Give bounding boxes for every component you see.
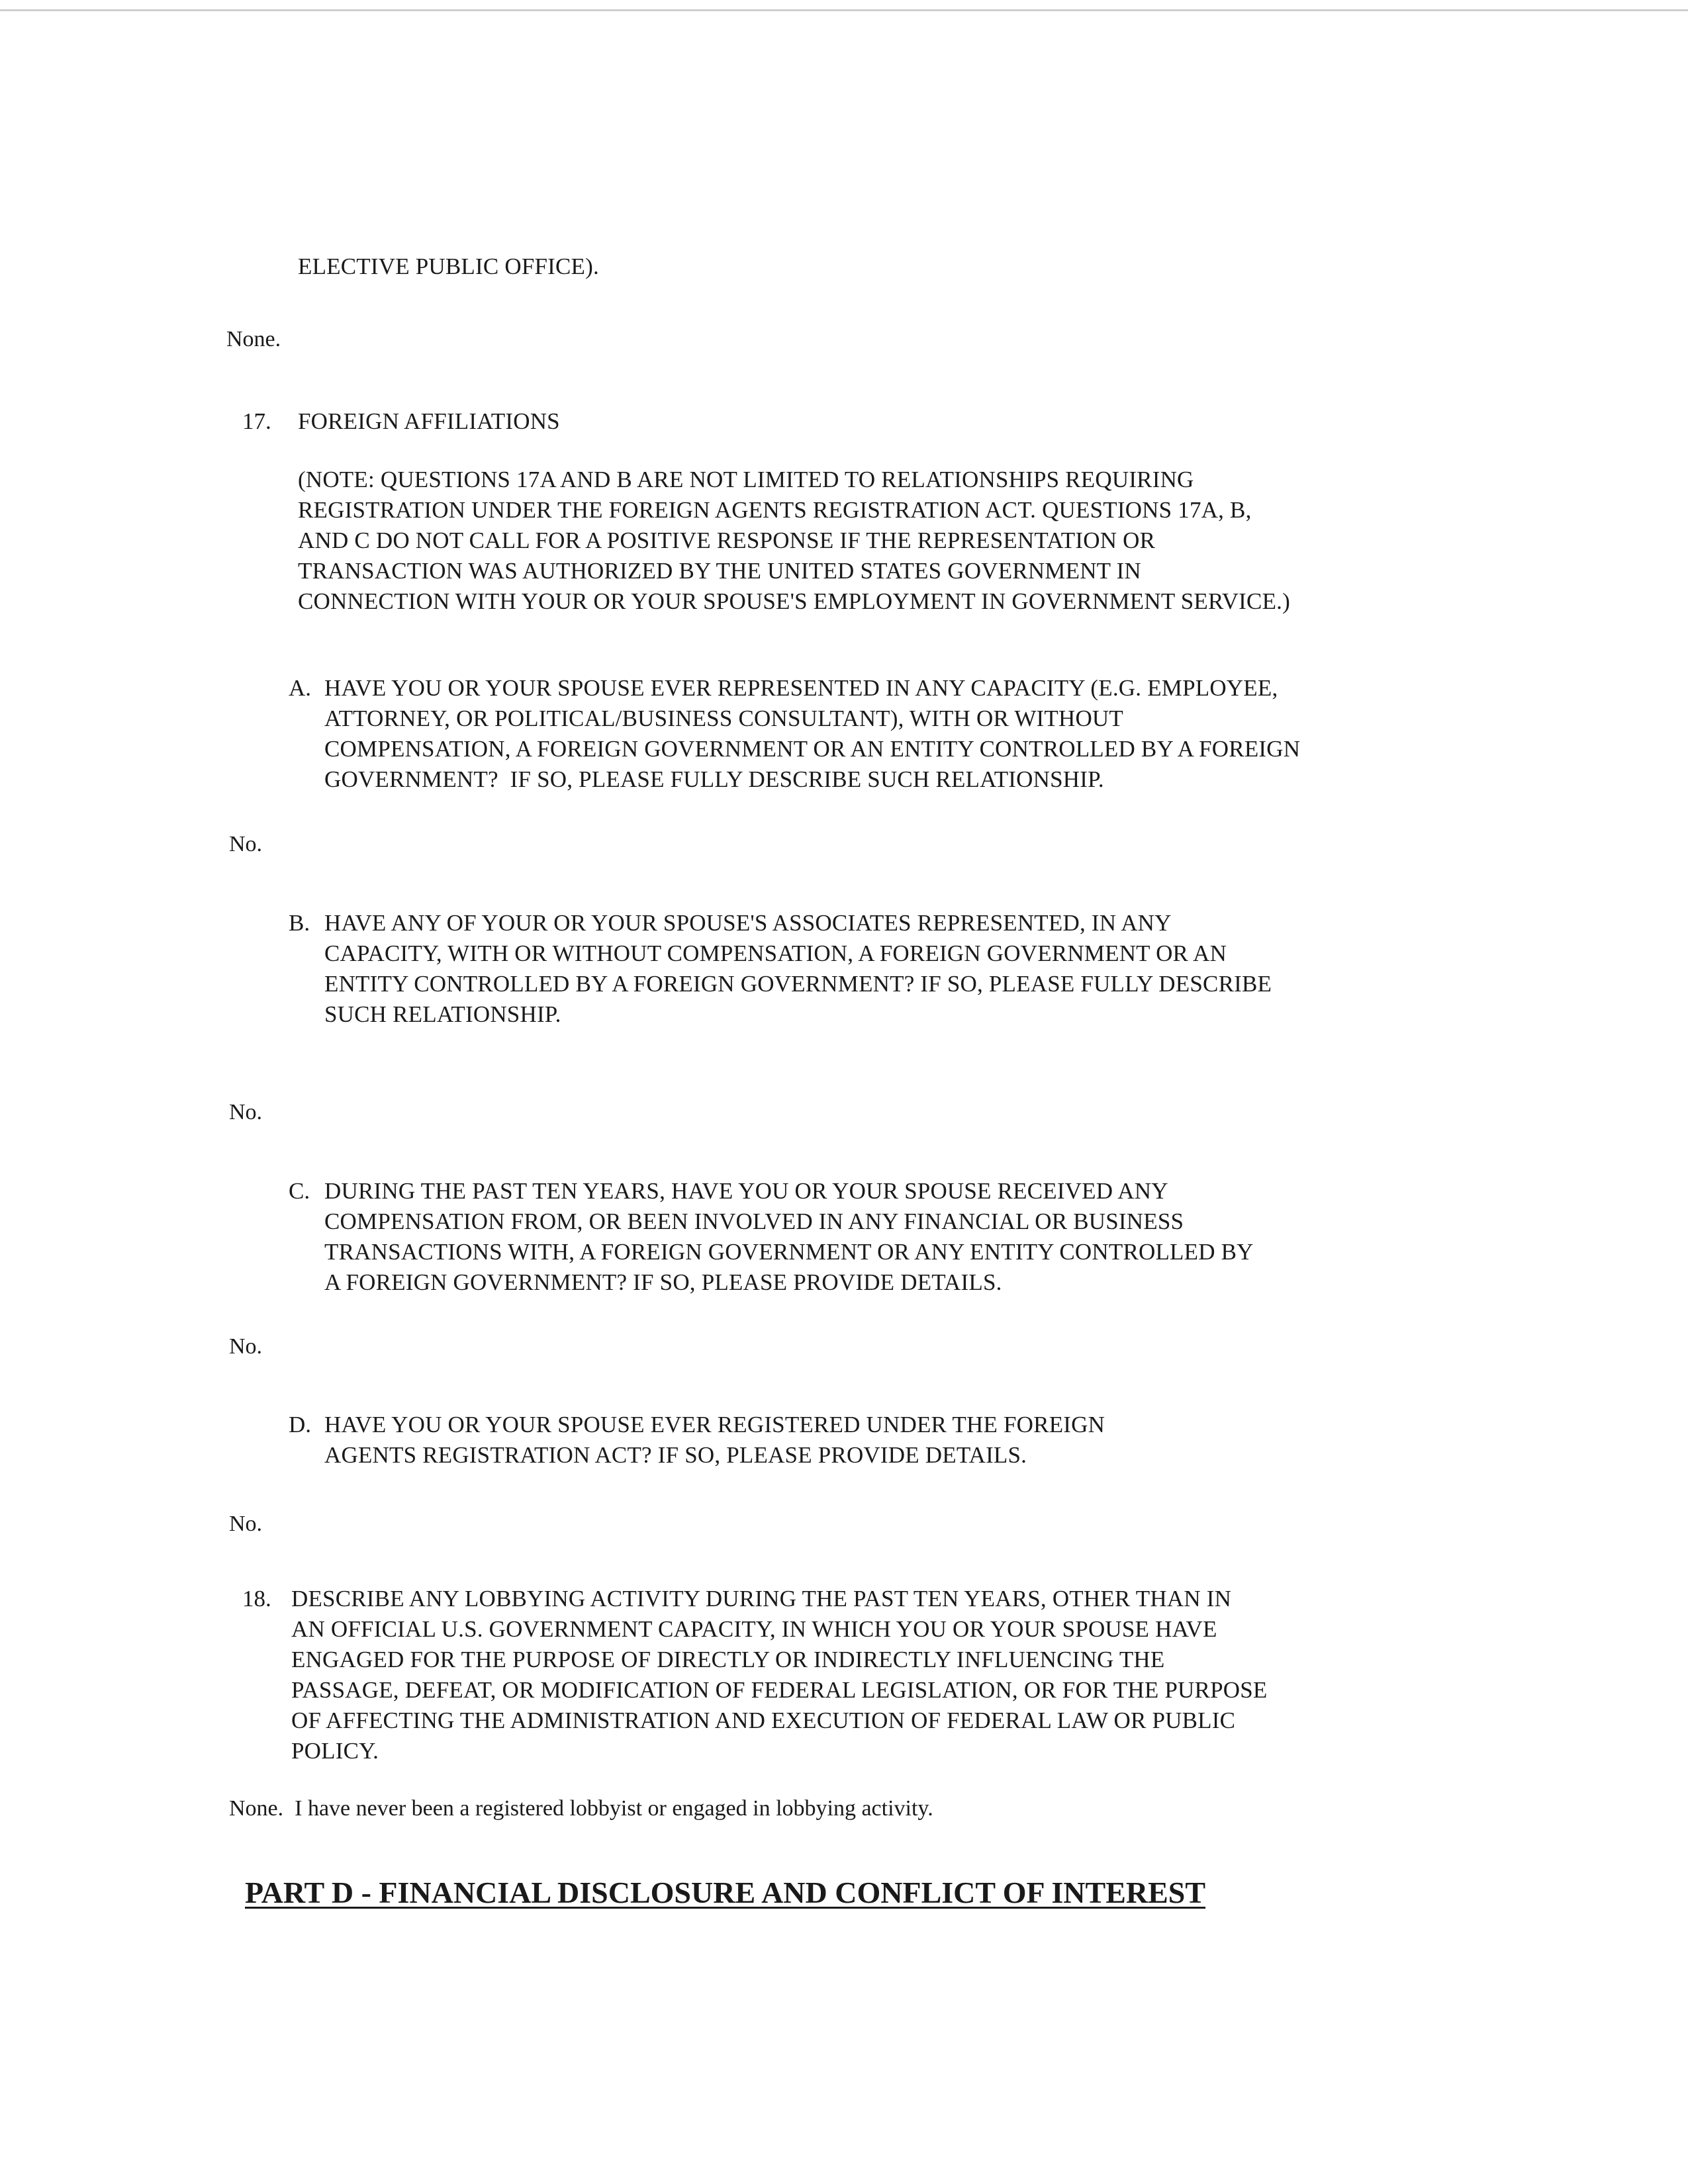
q17a-answer: No.	[229, 832, 263, 856]
q17c-letter: C.	[289, 1178, 310, 1204]
q18-answer: None. I have never been a registered lobbyist or engaged in lobbying activity.	[229, 1796, 933, 1821]
q17a-question: HAVE YOU OR YOUR SPOUSE EVER REPRESENTED IN ANY CAPACITY (E.G. EMPLOYEE, ATTORNEY, OR POLITICAL/BUSINESS CONSULTANT), WITH OR WITHOUT COMPENSATION, A FOREIGN GOVERNMENT OR AN ENTITY CONTROLLED BY A FOREIGN GOVERNMENT? IF SO, PLEASE FULLY DESCRIBE SUCH RELATIONSHIP.	[324, 675, 1301, 792]
q17d-letter: D.	[289, 1412, 312, 1437]
q16-tail-text: ELECTIVE PUBLIC OFFICE).	[298, 253, 599, 279]
q17d-answer: No.	[229, 1512, 263, 1536]
q16-answer: None.	[226, 327, 281, 351]
q17a-letter: A.	[289, 675, 312, 701]
q17c-answer: No.	[229, 1334, 263, 1359]
q18-question: DESCRIBE ANY LOBBYING ACTIVITY DURING THE PAST TEN YEARS, OTHER THAN IN AN OFFICIAL U.S. GOVERNMENT CAPACITY, IN WHICH YOU OR YOUR SPOUSE HAVE ENGAGED FOR THE PURPOSE OF DIRECTLY OR INDIRECTLY INFLUENCING THE PASSAGE, DEFEAT, OR MODIFICATION OF FEDERAL LEGISLATION, OR FOR THE PURPOSE OF AFFECTING THE ADMINISTRATION AND EXECUTION OF FEDERAL LAW OR PUBLIC POLICY.	[291, 1586, 1268, 1764]
q17b-question: HAVE ANY OF YOUR OR YOUR SPOUSE'S ASSOCIATES REPRESENTED, IN ANY CAPACITY, WITH OR WITHOUT COMPENSATION, A FOREIGN GOVERNMENT OR AN ENTITY CONTROLLED BY A FOREIGN GOVERNMENT? IF SO, PLEASE FULLY DESCRIBE SUCH RELATIONSHIP.	[324, 910, 1272, 1027]
q17-note: (NOTE: QUESTIONS 17A AND B ARE NOT LIMITED TO RELATIONSHIPS REQUIRING REGISTRATION UNDER THE FOREIGN AGENTS REGISTRATION ACT. QUESTIONS 17A, B, AND C DO NOT CALL FOR A POSITIVE RESPONSE IF THE REPRESENTATION OR TRANSACTION WAS AUTHORIZED BY THE UNITED STATES GOVERNMENT IN CONNECTION WITH YOUR OR YOUR SPOUSE'S EMPLOYMENT IN GOVERNMENT SERVICE.)	[298, 467, 1290, 614]
q17-title: FOREIGN AFFILIATIONS	[298, 408, 560, 434]
scan-edge-line	[0, 9, 1688, 11]
q17c-question: DURING THE PAST TEN YEARS, HAVE YOU OR YOUR SPOUSE RECEIVED ANY COMPENSATION FROM, OR BEEN INVOLVED IN ANY FINANCIAL OR BUSINESS TRANSACTIONS WITH, A FOREIGN GOVERNMENT OR ANY ENTITY CONTROLLED BY A FOREIGN GOVERNMENT? IF SO, PLEASE PROVIDE DETAILS.	[324, 1178, 1254, 1295]
q18-number: 18.	[242, 1586, 271, 1612]
q17b-answer: No.	[229, 1100, 263, 1124]
q17b-letter: B.	[289, 910, 310, 936]
q17-number: 17.	[242, 408, 271, 434]
q17d-question: HAVE YOU OR YOUR SPOUSE EVER REGISTERED UNDER THE FOREIGN AGENTS REGISTRATION ACT? IF SO, PLEASE PROVIDE DETAILS.	[324, 1412, 1105, 1468]
part-d-heading: PART D - FINANCIAL DISCLOSURE AND CONFLICT OF INTEREST	[245, 1876, 1206, 1909]
